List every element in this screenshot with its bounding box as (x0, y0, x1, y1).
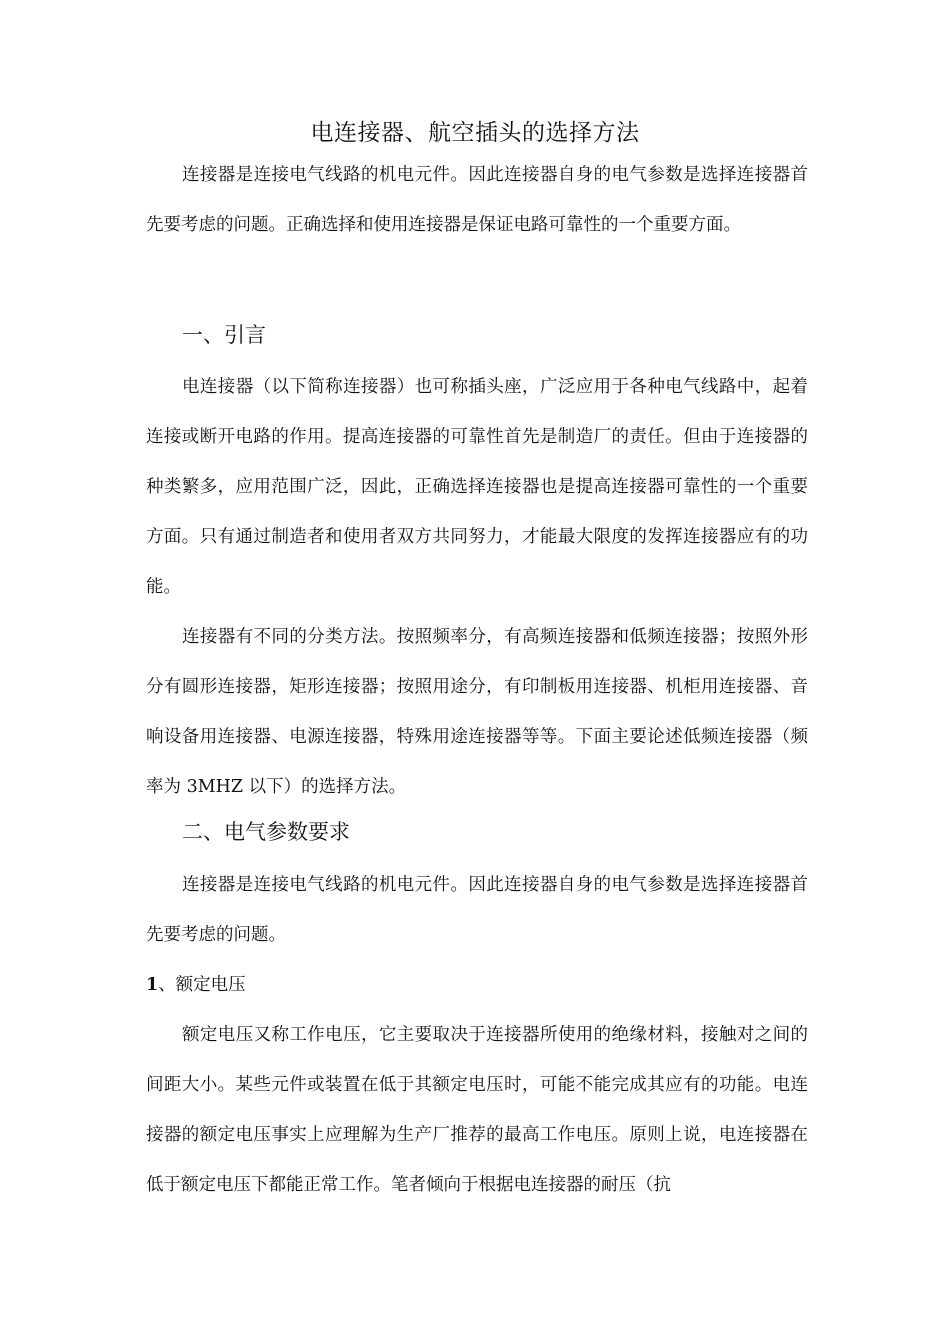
subheading-rated-voltage (146, 965, 246, 1005)
introduction-paragraph-1: 电连接器（以下简称连接器）也可称插头座，广泛应用于各种电气线路中，起着连接或断开电路的作用。提高连接器的可靠性首先是制造厂的责任。但由于连接器的种类繁多，应用范围广泛，因此，正确选择连接器也是提高连接器可靠性的一个重要方面。只有通过制造者和使用者双方共同努力，才能最大限度的发挥连接器应有的功能。 (146, 377, 808, 597)
introduction-paragraph-2: 连接器有不同的分类方法。按照频率分，有高频连接器和低频连接器；按照外形分有圆形连接器，矩形连接器；按照用途分，有印制板用连接器、机柜用连接器、音响设备用连接器、电源连接器，特殊用途连接器等等。下面主要论述低频连接器（频率为 3MHZ 以下）的选择方法。 (146, 627, 808, 797)
electrical-params-section (146, 860, 808, 960)
subheading-label: 、额定电压 (158, 975, 246, 995)
section-heading-electrical-params: 二、电气参数要求 (182, 820, 350, 844)
introduction-section (146, 362, 808, 812)
rated-voltage-paragraph: 额定电压又称工作电压，它主要取决于连接器所使用的绝缘材料，接触对之间的间距大小。某些元件或装置在低于其额定电压时，可能不能完成其应有的功能。电连接器的额定电压事实上应理解为生产厂推荐的最高工作电压。原则上说，电连接器在低于额定电压下都能正常工作。笔者倾向于根据电连接器的耐压（抗 (146, 1025, 808, 1195)
intro-paragraph: 连接器是连接电气线路的机电元件。因此连接器自身的电气参数是选择连接器首先要考虑的问题。正确选择和使用连接器是保证电路可靠性的一个重要方面。 (146, 165, 808, 235)
section-heading-introduction: 一、引言 (182, 323, 266, 347)
subheading-number: 1 (146, 975, 159, 995)
intro-section (146, 150, 808, 250)
electrical-params-paragraph: 连接器是连接电气线路的机电元件。因此连接器自身的电气参数是选择连接器首先要考虑的问题。 (146, 875, 808, 945)
document-title: 电连接器、航空插头的选择方法 (310, 120, 640, 146)
rated-voltage-section (146, 1010, 808, 1210)
